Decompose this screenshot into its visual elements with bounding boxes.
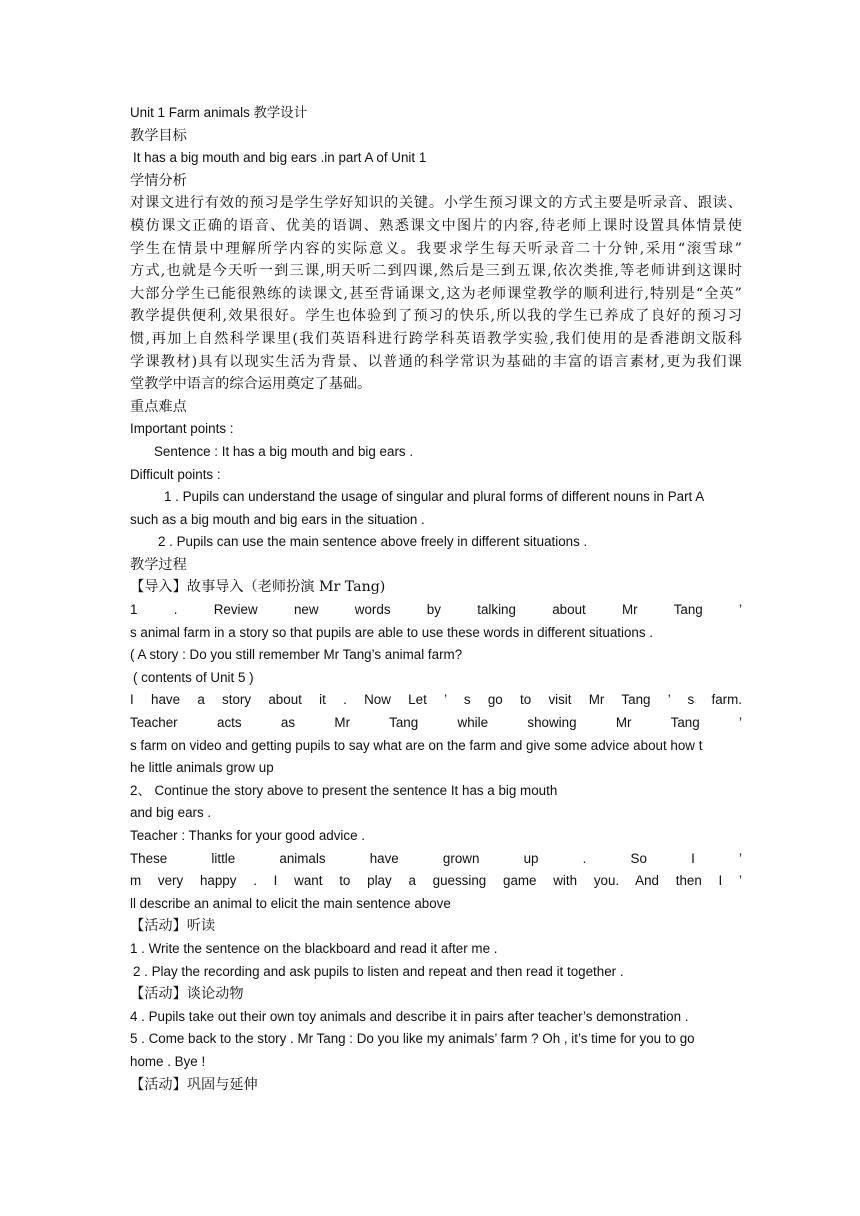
goal-text: It has a big mouth and big ears .in part A of Unit 1 [133, 150, 427, 166]
dialogue-line: ll describe an animal to elicit the main sentence above [130, 895, 451, 911]
heading-teaching-process: 教学过程 [130, 556, 187, 573]
activity-consolidate-heading: 【活动】巩固与延伸 [130, 1076, 258, 1093]
activity-step: 1 . Write the sentence on the blackboard and read it after me . [130, 940, 498, 956]
analysis-line: 教学提供便利,效果很好。学生也体验到了预习的快乐,所以我的学生已养成了良好的预习习 [130, 308, 742, 325]
intro-heading: 【导入】故事导入（老师扮演 Mr Tang) [130, 579, 386, 596]
dialogue-line: These little animals have grown up . So I ’ [130, 850, 742, 866]
analysis-line: 方式,也就是今天听一到三课,明天听二到四课,然后是三到五课,依次类推,等老师讲到这课时 [130, 263, 742, 280]
story-line: Teacher acts as Mr Tang while showing Mr Tang ’ [130, 715, 742, 731]
difficult-points-label: Difficult points : [130, 466, 221, 482]
document-title: Unit 1 Farm animals 教学设计 [130, 105, 308, 120]
analysis-line: 学生在情景中理解所学内容的实际意义。我要求学生每天听录音二十分钟,采用“滚雪球” [130, 240, 742, 257]
analysis-line: 模仿课文正确的语音、优美的语调、熟悉课文中图片的内容,待老师上课时设置具体情景使 [130, 217, 742, 234]
document-body [130, 102, 742, 1096]
continue-line: 2、 Continue the story above to present the sentence It has a big mouth [130, 782, 558, 798]
activity-step: 5 . Come back to the story . Mr Tang : Do you like my animals’ farm ? Oh , it’s time for you to go [130, 1031, 695, 1047]
story-line: I have a story about it . Now Let ’ s go to visit Mr Tang ’ s farm. [130, 692, 742, 708]
heading-key-points: 重点难点 [130, 398, 187, 415]
review-line: 1 . Review new words by talking about Mr Tang ’ [130, 602, 742, 618]
heading-teaching-goal: 教学目标 [130, 127, 187, 144]
story-line: s farm on video and getting pupils to say what are on the farm and give some advice about how t [130, 737, 703, 753]
activity-listen-read-heading: 【活动】听读 [130, 918, 216, 935]
analysis-line: 惯,再加上自然科学课里(我们英语科进行跨学科英语教学实验,我们使用的是香港朗文版科 [130, 330, 742, 347]
activity-step: 4 . Pupils take out their own toy animals and describe it in pairs after teacher’s demonstration . [130, 1008, 689, 1024]
analysis-line: 学课教材)具有以现实生活为背景、以普通的科学常识为基础的丰富的语言素材,更为我们课 [130, 353, 742, 370]
activity-step-continued: home . Bye ! [130, 1053, 206, 1069]
difficult-point-1-continued: such as a big mouth and big ears in the situation . [130, 511, 425, 527]
analysis-line: 对课文进行有效的预习是学生学好知识的关键。小学生预习课文的方式主要是听录音、跟读、 [130, 195, 742, 212]
review-line-continued: s animal farm in a story so that pupils are able to use these words in different situations . [130, 624, 653, 640]
story-contents: ( contents of Unit 5 ) [133, 669, 254, 685]
analysis-line: 堂教学中语言的综合运用奠定了基础。 [130, 376, 372, 393]
analysis-paragraph [130, 192, 742, 395]
story-line: he little animals grow up [130, 760, 274, 776]
difficult-point-2: 2 . Pupils can use the main sentence above freely in different situations . [158, 534, 588, 550]
important-points-label: Important points : [130, 421, 234, 437]
teacher-thanks: Teacher : Thanks for your good advice . [130, 828, 365, 843]
heading-student-analysis: 学情分析 [130, 172, 187, 189]
analysis-line: 大部分学生已能很熟练的读课文,甚至背诵课文,这为老师课堂教学的顺利进行,特别是“全英” [130, 285, 742, 302]
activity-talk-animals-heading: 【活动】谈论动物 [130, 986, 244, 1003]
activity-step: 2 . Play the recording and ask pupils to listen and repeat and then read it together . [133, 963, 624, 979]
continue-line-continued: and big ears . [130, 805, 212, 821]
story-line: ( A story : Do you still remember Mr Tang’s animal farm? [130, 647, 463, 663]
important-sentence: Sentence : It has a big mouth and big ears . [154, 443, 414, 459]
difficult-point-1: 1 . Pupils can understand the usage of singular and plural forms of different nouns in Part A [164, 489, 705, 505]
dialogue-line: m very happy . I want to play a guessing game with you. And then I ’ [130, 873, 742, 889]
